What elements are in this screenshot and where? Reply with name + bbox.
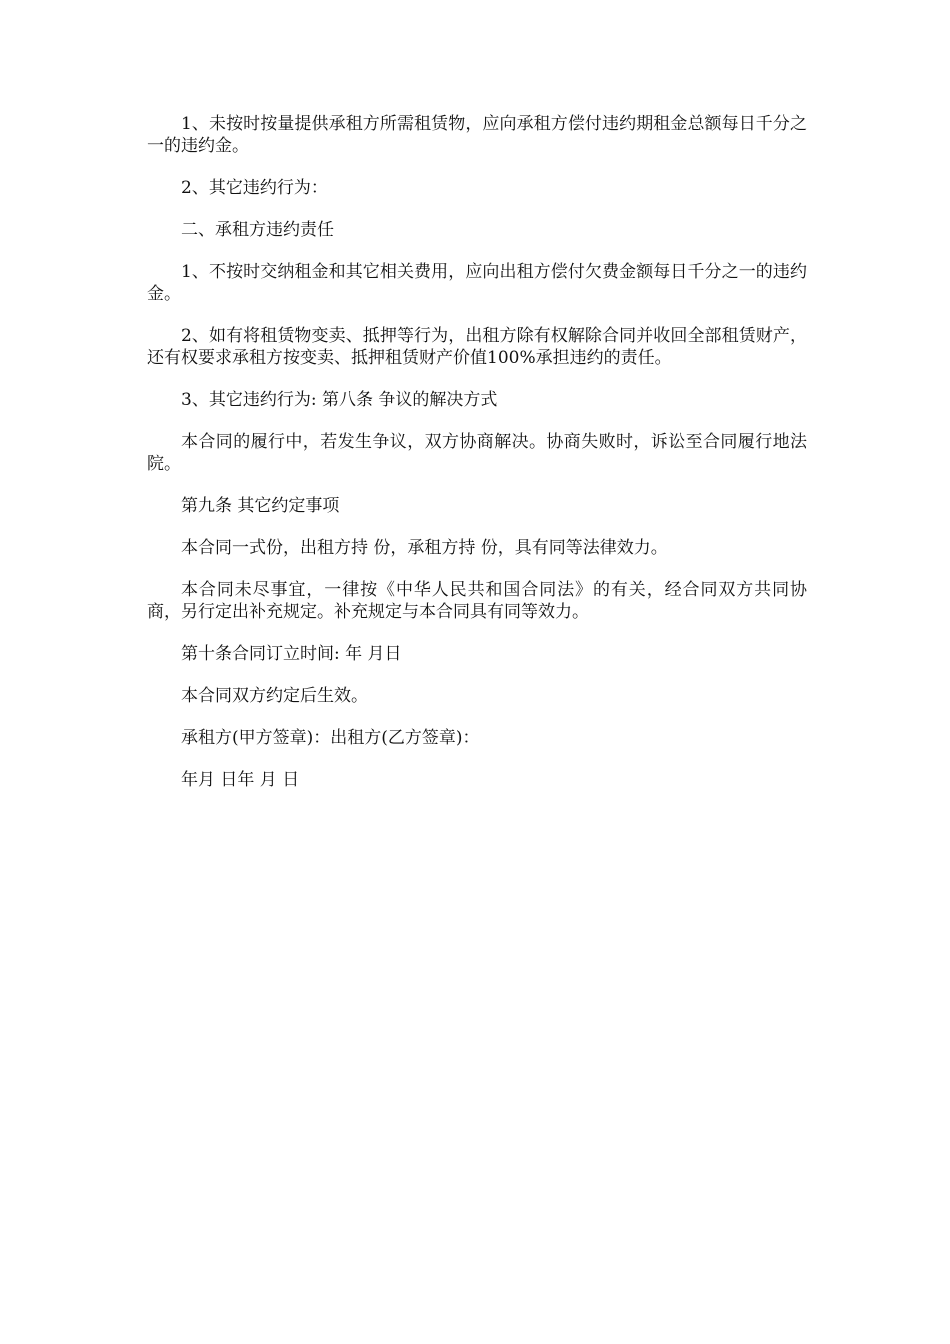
date-line: 年月 日年 月 日 [181,770,300,790]
paragraph-lessee-breach-item-3: 3、其它违约行为: 第八条 争议的解决方式 [181,390,498,410]
heading-lessee-liability: 二、承租方违约责任 [181,220,334,240]
paragraph-lessee-breach-item-1: 1、不按时交纳租金和其它相关费用，应向出租方偿付欠费金额每日千分之一的违约金。 [147,262,807,304]
paragraph-lessor-breach-item-1: 1、未按时按量提供承租方所需租赁物，应向承租方偿付违约期租金总额每日千分之一的违约金。 [147,114,807,156]
paragraph-lessor-breach-item-2: 2、其它违约行为： [181,178,328,198]
paragraph-effective: 本合同双方约定后生效。 [181,686,368,706]
heading-article-nine: 第九条 其它约定事项 [181,496,340,516]
paragraph-dispute-resolution: 本合同的履行中，若发生争议，双方协商解决。协商失败时，诉讼至合同履行地法院。 [147,432,807,474]
heading-article-ten: 第十条合同订立时间: 年 月日 [181,644,402,664]
paragraph-supplementary: 本合同未尽事宜，一律按《中华人民共和国合同法》的有关，经合同双方共同协商，另行定出补充规定。补充规定与本合同具有同等效力。 [147,580,807,622]
paragraph-copies: 本合同一式份，出租方持 份，承租方持 份，具有同等法律效力。 [181,538,668,558]
paragraph-lessee-breach-item-2: 2、如有将租赁物变卖、抵押等行为，出租方除有权解除合同并收回全部租赁财产，还有权要求承租方按变卖、抵押租赁财产价值100%承担违约的责任。 [147,326,807,368]
signature-line: 承租方(甲方签章)：出租方(乙方签章)： [181,728,480,748]
document-body [147,113,807,811]
